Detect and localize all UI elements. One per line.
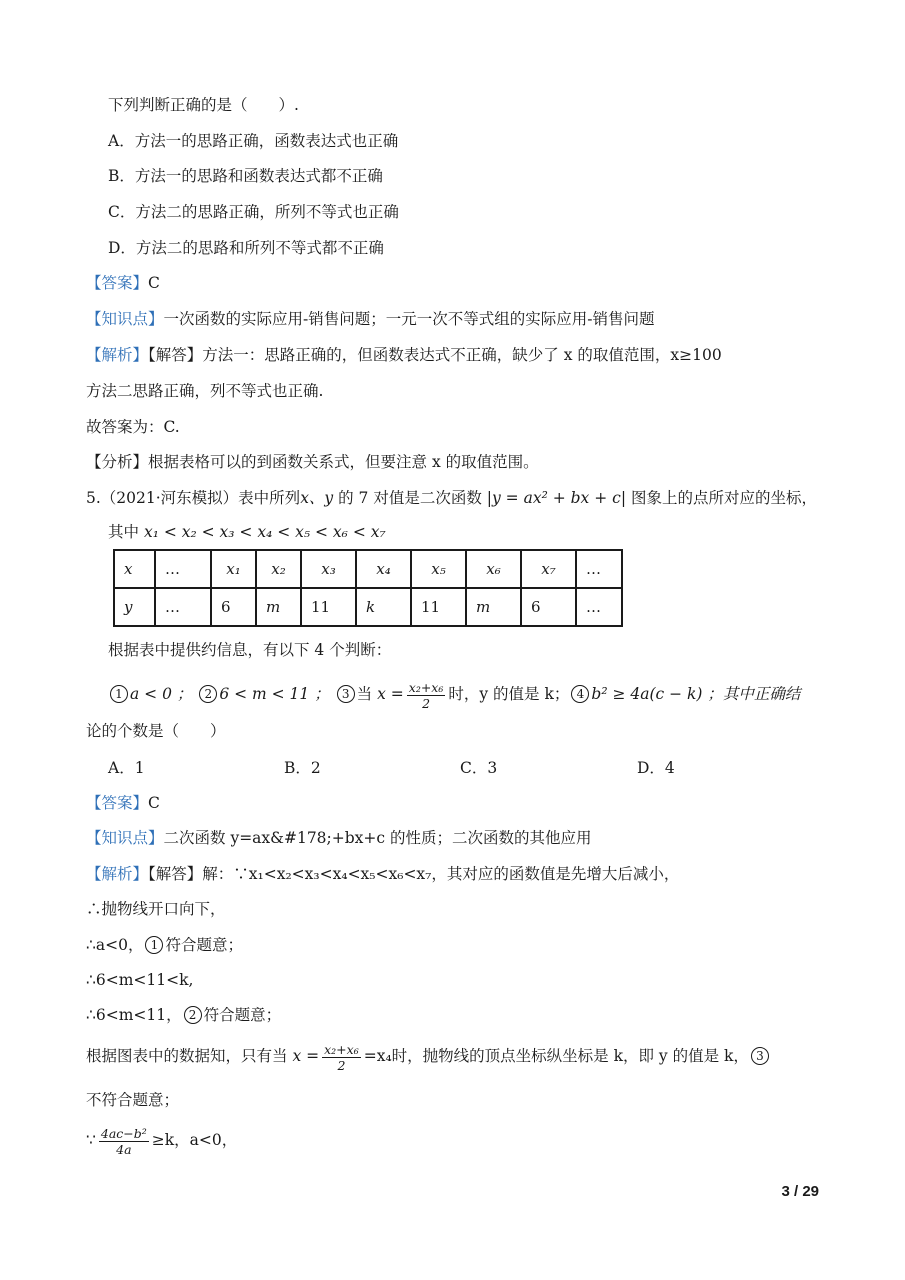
table-cell: … — [576, 588, 622, 626]
fraction-numerator: x₂+x₆ — [408, 679, 444, 695]
table-cell: x₄ — [356, 550, 411, 588]
stem-part: 图象上的点所对应的坐标， — [630, 489, 817, 507]
stem-variables: x、y — [300, 489, 334, 507]
fraction-numerator: x₂+x₆ — [324, 1041, 359, 1057]
table-row — [114, 588, 622, 626]
table-cell: x₂ — [256, 550, 301, 588]
answer-line — [86, 793, 160, 813]
knowledge-tag: 【知识点】 — [86, 829, 164, 847]
knowledge-tag: 【知识点】 — [86, 310, 164, 328]
question-5-stem — [86, 488, 817, 508]
judgement-3-var: x = — [377, 685, 404, 703]
option-c: C．方法二的思路正确，所列不等式也正确 — [108, 203, 399, 221]
circled-number: 2 — [199, 685, 217, 703]
table-cell: m — [256, 588, 301, 626]
solution-step — [86, 935, 243, 955]
info-line: 根据表中提供约信息，有以下 4 个判断： — [108, 641, 392, 659]
question-source: （2021·河东模拟） — [100, 489, 239, 507]
step-text: ∵ — [86, 1131, 96, 1149]
step-text: 符合题意； — [203, 1006, 282, 1024]
solution-text-3: 故答案为：C. — [86, 418, 180, 436]
ordering-line — [108, 522, 386, 542]
fenxi-text: 根据表格可以的到函数关系式，但要注意 x 的取值范围。 — [148, 453, 539, 471]
fenxi-line — [86, 452, 539, 472]
fraction-denominator: 4a — [116, 1141, 132, 1157]
solution-text-2: 方法二思路正确，列不等式也正确. — [86, 382, 324, 400]
table-cell: 11 — [411, 588, 466, 626]
judgement-4: b² ≥ 4a(c − k) ；其中正确结 — [591, 685, 801, 703]
judgements-line — [108, 679, 800, 711]
choice-d: D．4 — [637, 759, 675, 777]
solution-step: ∴6<m<11<k, — [86, 971, 194, 989]
step-var: x = — [292, 1047, 320, 1065]
circled-number: 3 — [337, 685, 355, 703]
step-text: ∴6<m<11， — [86, 1006, 182, 1024]
judgement-2: 6 < m < 11 ； — [219, 685, 330, 703]
fraction — [407, 680, 446, 711]
solution-step: ∴抛物线开口向下， — [86, 900, 226, 918]
ordering-prefix: 其中 — [108, 523, 140, 541]
fraction-denominator: 2 — [422, 695, 431, 711]
solution-text: 解：∵x₁<x₂<x₃<x₄<x₅<x₆<x₇，其对应的函数值是先增大后减小， — [202, 865, 680, 883]
table-cell: … — [155, 550, 211, 588]
table-cell: x₇ — [521, 550, 576, 588]
table-cell: 11 — [301, 588, 356, 626]
table-cell: m — [466, 588, 521, 626]
answer-tag: 【答案】 — [86, 794, 149, 812]
table-cell: x₆ — [466, 550, 521, 588]
fenxi-tag: 【分析】 — [86, 453, 149, 471]
question-number: 5. — [86, 489, 101, 507]
step-text: 根据图表中的数据知，只有当 — [86, 1047, 288, 1065]
step-text: =x₄时，抛物线的顶点坐标纵坐标是 k，即 y 的值是 k， — [363, 1047, 749, 1065]
solution-tag: 【解答】 — [148, 346, 203, 364]
fraction — [99, 1126, 149, 1157]
judgement-3-post: 时，y 的值是 k； — [448, 685, 570, 703]
answer-value: C — [148, 274, 160, 292]
table-cell: k — [356, 588, 411, 626]
choice-c: C．3 — [460, 759, 498, 777]
table-cell: 6 — [211, 588, 256, 626]
judgement-3-pre: 当 — [356, 685, 373, 703]
option-a: A．方法一的思路正确，函数表达式也正确 — [108, 132, 399, 150]
table-cell: … — [155, 588, 211, 626]
step-text: 符合题意； — [165, 936, 243, 954]
table-cell: x₃ — [301, 550, 356, 588]
stem-part: 表中所列 — [238, 489, 301, 507]
table-cell: 6 — [521, 588, 576, 626]
ordering-math: x₁ < x₂ < x₃ < x₄ < x₅ < x₆ < x₇ — [143, 523, 386, 541]
fraction-numerator: 4ac−b² — [100, 1125, 147, 1141]
judgement-1: a < 0 ； — [130, 685, 193, 703]
analysis-tag: 【解析】 — [86, 865, 149, 883]
answer-value: C — [148, 794, 160, 812]
step-text: ∴a<0， — [86, 936, 144, 954]
choice-b: B．2 — [284, 759, 321, 777]
question-continuation: 论的个数是（ ） — [86, 722, 226, 740]
analysis-tag: 【解析】 — [86, 346, 149, 364]
function-formula: |y = ax² + bx + c| — [486, 489, 627, 507]
stem-part: 的 7 对值是二次函数 — [338, 489, 482, 507]
knowledge-text: 二次函数 y=ax&#178;+bx+c 的性质；二次函数的其他应用 — [163, 829, 592, 847]
table-row — [114, 550, 622, 588]
circled-number: 1 — [110, 685, 128, 703]
table-cell: x — [114, 550, 155, 588]
solution-step — [86, 1005, 281, 1025]
circled-number: 3 — [751, 1047, 769, 1065]
solution-line — [86, 345, 722, 365]
circled-number: 2 — [184, 1006, 202, 1024]
value-table — [113, 549, 623, 627]
solution-line — [86, 864, 679, 884]
table-cell: … — [576, 550, 622, 588]
solution-text: 方法一：思路正确的，但函数表达式不正确，缺少了 x 的取值范围，x≥100 — [202, 346, 722, 364]
table-cell: y — [114, 588, 155, 626]
choice-a: A．1 — [108, 759, 145, 777]
solution-step: 不符合题意； — [86, 1091, 180, 1109]
circled-number: 1 — [145, 936, 163, 954]
page-number: 3 / 29 — [781, 1183, 819, 1200]
knowledge-text: 一次函数的实际应用-销售问题；一元一次不等式组的实际应用-销售问题 — [163, 310, 655, 328]
step-text: ≥k，a<0， — [151, 1131, 238, 1149]
knowledge-line — [86, 309, 655, 329]
solution-tag: 【解答】 — [148, 865, 203, 883]
option-b: B．方法一的思路和函数表达式都不正确 — [108, 167, 383, 185]
table-cell: x₅ — [411, 550, 466, 588]
solution-step — [86, 1039, 771, 1073]
fraction-denominator: 2 — [337, 1057, 346, 1073]
fraction — [322, 1042, 361, 1073]
knowledge-line — [86, 828, 592, 848]
circled-number: 4 — [571, 685, 589, 703]
option-d: D．方法二的思路和所列不等式都不正确 — [108, 239, 384, 257]
solution-step — [86, 1123, 237, 1157]
answer-tag: 【答案】 — [86, 274, 149, 292]
table-cell: x₁ — [211, 550, 256, 588]
answer-line — [86, 273, 160, 293]
question-stem: 下列判断正确的是（ ）. — [108, 96, 299, 114]
